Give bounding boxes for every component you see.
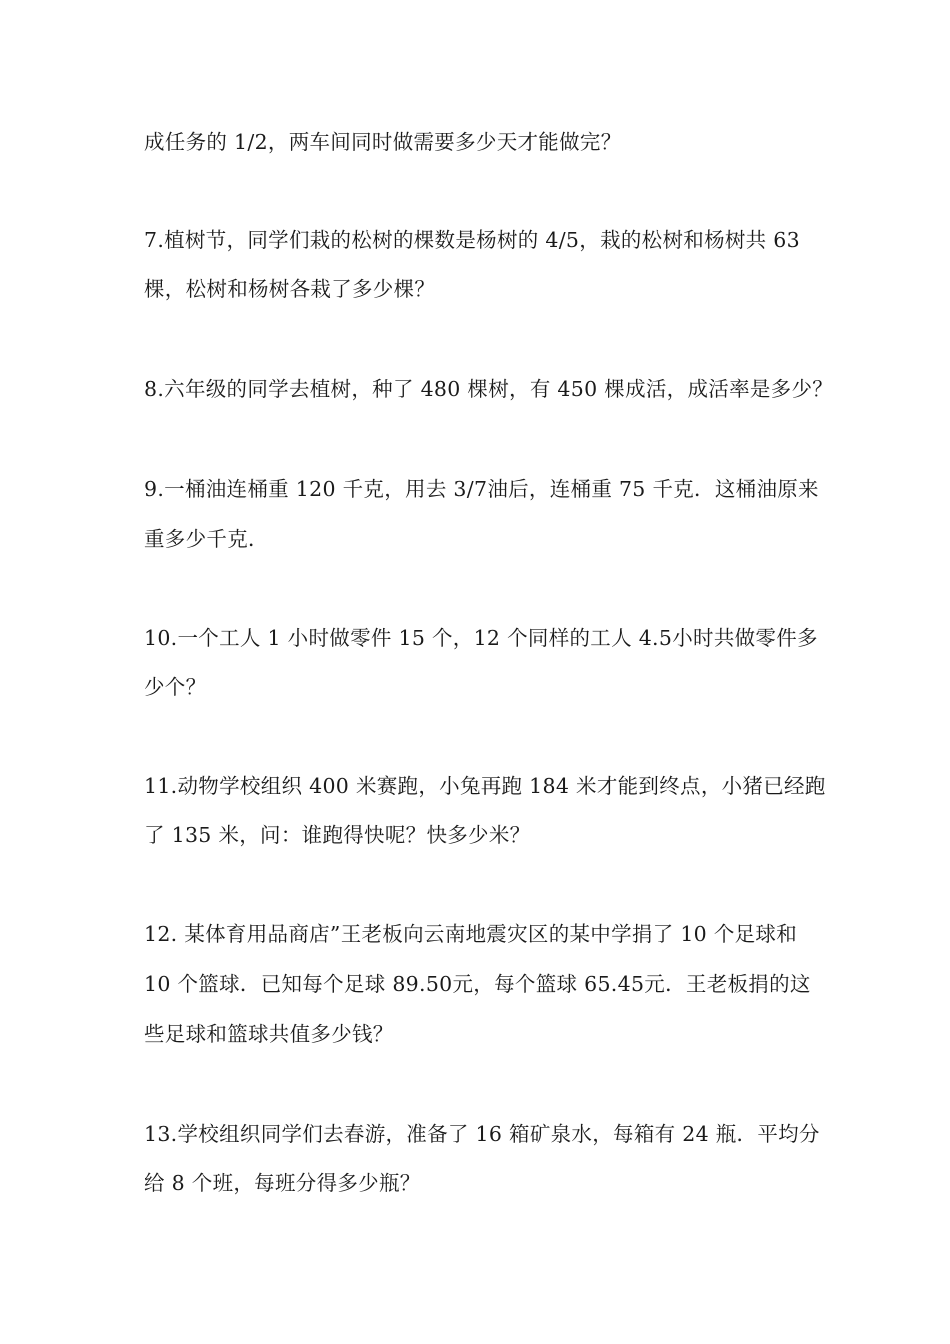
problem-7-line-1: 7.植树节，同学们栽的松树的棵数是杨树的 4/5，栽的松树和杨树共 63 bbox=[144, 228, 800, 252]
problem-11-line-1: 11.动物学校组织 400 米赛跑，小兔再跑 184 米才能到终点，小猪已经跑 bbox=[144, 774, 826, 798]
problem-8: 8.六年级的同学去植树，种了 480 棵树，有 450 棵成活，成活率是多少？ bbox=[144, 377, 834, 401]
problem-12-line-1: 12. 某体育用品商店”王老板向云南地震灾区的某中学捐了 10 个足球和 bbox=[144, 922, 798, 946]
problem-10-line-2: 少个？ bbox=[144, 675, 207, 699]
problem-11-line-2: 了 135 米，问：谁跑得快呢？快多少米？ bbox=[144, 823, 531, 847]
problem-13-line-2: 给 8 个班，每班分得多少瓶？ bbox=[144, 1171, 421, 1195]
problem-9-line-1: 9.一桶油连桶重 120 千克，用去 3/7油后，连桶重 75 千克．这桶油原来 bbox=[144, 477, 819, 501]
problem-9-line-2: 重多少千克． bbox=[144, 527, 269, 551]
problem-10-line-1: 10.一个工人 1 小时做零件 15 个，12 个同样的工人 4.5小时共做零件多 bbox=[144, 626, 818, 650]
problem-12-line-3: 些足球和篮球共值多少钱？ bbox=[144, 1022, 394, 1046]
problem-13-line-1: 13.学校组织同学们去春游，准备了 16 箱矿泉水，每箱有 24 瓶．平均分 bbox=[144, 1122, 820, 1146]
problem-12-line-2: 10 个篮球．已知每个足球 89.50元，每个篮球 65.45元．王老板捐的这 bbox=[144, 972, 811, 996]
problem-6-continuation: 成任务的 1/2，两车间同时做需要多少天才能做完？ bbox=[144, 130, 622, 154]
problem-7-line-2: 棵，松树和杨树各栽了多少棵？ bbox=[144, 277, 436, 301]
